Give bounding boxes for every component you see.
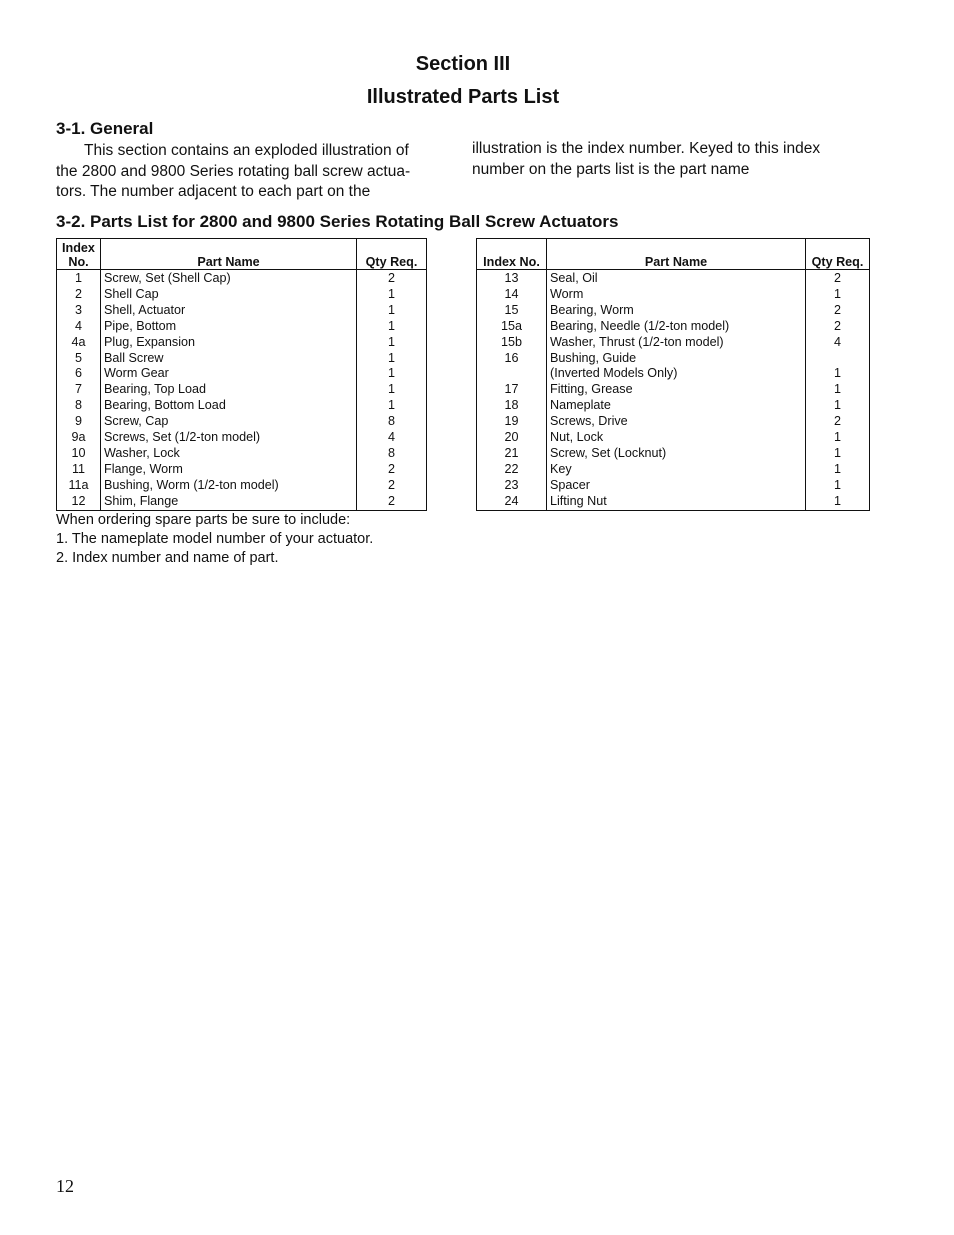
index-cell: 11a bbox=[68, 477, 89, 492]
general-text-line: This section contains an exploded illustration of bbox=[84, 142, 409, 159]
table-row bbox=[57, 382, 427, 398]
part-name-cell: Nameplate bbox=[547, 398, 806, 414]
index-cell: 14 bbox=[504, 286, 519, 301]
qty-cell: 1 bbox=[357, 366, 427, 382]
table-row bbox=[57, 494, 427, 510]
table-row bbox=[57, 398, 427, 414]
qty-cell bbox=[806, 351, 870, 367]
column-header-part-name: Part Name bbox=[101, 239, 357, 270]
section-title: Section III bbox=[415, 53, 511, 75]
qty-cell: 1 bbox=[806, 430, 870, 446]
table-row bbox=[477, 287, 870, 303]
column-header-qty: Qty Req. bbox=[357, 239, 427, 270]
qty-cell: 4 bbox=[357, 430, 427, 446]
column-header-index-line: No. bbox=[68, 255, 89, 269]
qty-cell: 1 bbox=[357, 398, 427, 414]
index-cell: 9a bbox=[71, 430, 86, 445]
index-cell bbox=[477, 366, 547, 382]
part-name-cell: Pipe, Bottom bbox=[101, 319, 357, 335]
table-row bbox=[57, 366, 427, 382]
table-row bbox=[57, 478, 427, 494]
general-paragraph-right bbox=[472, 139, 872, 180]
qty-cell: 1 bbox=[806, 494, 870, 510]
general-heading: 3-1. General bbox=[56, 119, 154, 138]
table-row bbox=[57, 335, 427, 351]
index-cell: 5 bbox=[74, 350, 82, 365]
part-name-cell: Bearing, Worm bbox=[547, 303, 806, 319]
ordering-notes-item: 1. The nameplate model number of your actuator. bbox=[56, 531, 374, 547]
part-name-cell: Shell Cap bbox=[101, 287, 357, 303]
index-cell: 15 bbox=[504, 302, 519, 317]
ordering-notes-intro: When ordering spare parts be sure to include: bbox=[56, 512, 351, 528]
index-cell: 21 bbox=[504, 445, 519, 460]
part-name-cell: Spacer bbox=[547, 478, 806, 494]
part-name-cell: Key bbox=[547, 462, 806, 478]
parts-table-left-body bbox=[57, 270, 427, 511]
part-name-cell: Bushing, Worm (1/2-ton model) bbox=[101, 478, 357, 494]
table-row bbox=[477, 270, 870, 287]
part-name-cell: Worm Gear bbox=[101, 366, 357, 382]
part-name-cell: Shim, Flange bbox=[101, 494, 357, 510]
index-cell: 9 bbox=[74, 414, 82, 429]
general-paragraph-left bbox=[56, 141, 451, 203]
qty-cell: 1 bbox=[806, 462, 870, 478]
qty-cell: 2 bbox=[806, 319, 870, 335]
column-header-part-name: Part Name bbox=[547, 239, 806, 270]
ordering-notes-item: 2. Index number and name of part. bbox=[56, 550, 279, 566]
part-name-cell: Screw, Cap bbox=[101, 414, 357, 430]
table-row bbox=[477, 382, 870, 398]
table-row bbox=[57, 270, 427, 287]
table-header-row bbox=[477, 239, 870, 270]
index-cell: 19 bbox=[504, 414, 519, 429]
qty-cell: 4 bbox=[806, 335, 870, 351]
index-cell: 20 bbox=[504, 430, 519, 445]
table-header-row bbox=[57, 239, 427, 270]
column-header-index-line: Index bbox=[62, 241, 95, 255]
table-row bbox=[57, 351, 427, 367]
table-row bbox=[477, 430, 870, 446]
column-header-qty: Qty Req. bbox=[806, 239, 870, 270]
qty-cell: 1 bbox=[806, 287, 870, 303]
part-name-cell: Bearing, Top Load bbox=[101, 382, 357, 398]
index-cell: 17 bbox=[504, 382, 519, 397]
table-row bbox=[477, 366, 870, 382]
part-name-cell: (Inverted Models Only) bbox=[547, 366, 806, 382]
qty-cell: 2 bbox=[357, 494, 427, 510]
part-name-cell: Screw, Set (Locknut) bbox=[547, 446, 806, 462]
index-cell: 11 bbox=[71, 461, 86, 476]
qty-cell: 1 bbox=[357, 287, 427, 303]
qty-cell: 8 bbox=[357, 446, 427, 462]
index-cell: 2 bbox=[74, 286, 82, 301]
qty-cell: 1 bbox=[806, 382, 870, 398]
table-row bbox=[57, 414, 427, 430]
qty-cell: 2 bbox=[357, 462, 427, 478]
part-name-cell: Worm bbox=[547, 287, 806, 303]
qty-cell: 1 bbox=[806, 478, 870, 494]
part-name-cell: Bearing, Bottom Load bbox=[101, 398, 357, 414]
qty-cell: 2 bbox=[806, 303, 870, 319]
qty-cell: 1 bbox=[806, 398, 870, 414]
part-name-cell: Screws, Drive bbox=[547, 414, 806, 430]
index-cell: 12 bbox=[71, 493, 86, 508]
index-cell: 8 bbox=[74, 398, 82, 413]
table-row bbox=[477, 335, 870, 351]
index-cell: 13 bbox=[504, 271, 519, 285]
qty-cell: 1 bbox=[357, 382, 427, 398]
table-row bbox=[57, 430, 427, 446]
table-row bbox=[57, 319, 427, 335]
column-header-index bbox=[57, 239, 101, 270]
table-row bbox=[477, 414, 870, 430]
table-row bbox=[477, 494, 870, 510]
qty-cell: 1 bbox=[806, 446, 870, 462]
qty-cell: 8 bbox=[357, 414, 427, 430]
parts-list-heading: 3-2. Parts List for 2800 and 9800 Series Rotating Ball Screw Actuators bbox=[56, 212, 619, 231]
part-name-cell: Plug, Expansion bbox=[101, 335, 357, 351]
part-name-cell: Washer, Thrust (1/2-ton model) bbox=[547, 335, 806, 351]
table-row bbox=[57, 303, 427, 319]
part-name-cell: Bearing, Needle (1/2-ton model) bbox=[547, 319, 806, 335]
table-row bbox=[57, 287, 427, 303]
index-cell: 15b bbox=[500, 334, 522, 349]
qty-cell: 2 bbox=[806, 270, 870, 287]
index-cell: 3 bbox=[74, 302, 82, 317]
table-row bbox=[477, 462, 870, 478]
page-number: 12 bbox=[56, 1176, 74, 1196]
index-cell: 1 bbox=[74, 271, 82, 285]
part-name-cell: Flange, Worm bbox=[101, 462, 357, 478]
index-cell: 22 bbox=[504, 461, 519, 476]
qty-cell: 1 bbox=[357, 319, 427, 335]
index-cell: 18 bbox=[504, 398, 519, 413]
table-row bbox=[477, 303, 870, 319]
part-name-cell: Nut, Lock bbox=[547, 430, 806, 446]
table-row bbox=[477, 351, 870, 367]
qty-cell: 2 bbox=[806, 414, 870, 430]
index-cell: 15a bbox=[500, 318, 522, 333]
part-name-cell: Bushing, Guide bbox=[547, 351, 806, 367]
part-name-cell: Screw, Set (Shell Cap) bbox=[101, 270, 357, 287]
part-name-cell: Shell, Actuator bbox=[101, 303, 357, 319]
general-text-line: the 2800 and 9800 Series rotating ball screw actua- bbox=[56, 162, 411, 180]
table-row bbox=[477, 319, 870, 335]
part-name-cell: Lifting Nut bbox=[547, 494, 806, 510]
qty-cell: 2 bbox=[357, 478, 427, 494]
ordering-notes bbox=[56, 511, 373, 568]
index-cell: 4 bbox=[74, 318, 82, 333]
general-text-line: tors. The number adjacent to each part on the bbox=[56, 183, 371, 200]
column-header-index: Index No. bbox=[477, 239, 547, 270]
parts-table-right bbox=[476, 238, 870, 511]
index-cell: 10 bbox=[71, 445, 86, 460]
index-cell: 4a bbox=[71, 334, 86, 349]
qty-cell: 1 bbox=[357, 303, 427, 319]
section-subtitle: Illustrated Parts List bbox=[366, 86, 560, 108]
parts-table-left bbox=[56, 238, 427, 511]
index-cell: 24 bbox=[504, 493, 519, 508]
qty-cell: 2 bbox=[357, 270, 427, 287]
qty-cell: 1 bbox=[357, 335, 427, 351]
table-row bbox=[477, 446, 870, 462]
index-cell: 23 bbox=[504, 477, 519, 492]
part-name-cell: Washer, Lock bbox=[101, 446, 357, 462]
part-name-cell: Fitting, Grease bbox=[547, 382, 806, 398]
table-row bbox=[477, 478, 870, 494]
table-row bbox=[477, 398, 870, 414]
part-name-cell: Screws, Set (1/2-ton model) bbox=[101, 430, 357, 446]
table-row bbox=[57, 446, 427, 462]
index-cell: 7 bbox=[74, 382, 82, 397]
general-text-line: number on the parts list is the part name bbox=[472, 160, 750, 178]
part-name-cell: Seal, Oil bbox=[547, 270, 806, 287]
part-name-cell: Ball Screw bbox=[101, 351, 357, 367]
qty-cell: 1 bbox=[357, 351, 427, 367]
qty-cell: 1 bbox=[806, 366, 870, 382]
table-row bbox=[57, 462, 427, 478]
parts-table-right-body bbox=[477, 270, 870, 511]
index-cell: 16 bbox=[504, 350, 519, 365]
index-cell: 6 bbox=[74, 366, 82, 381]
general-text-line: illustration is the index number. Keyed to this index bbox=[472, 140, 821, 157]
